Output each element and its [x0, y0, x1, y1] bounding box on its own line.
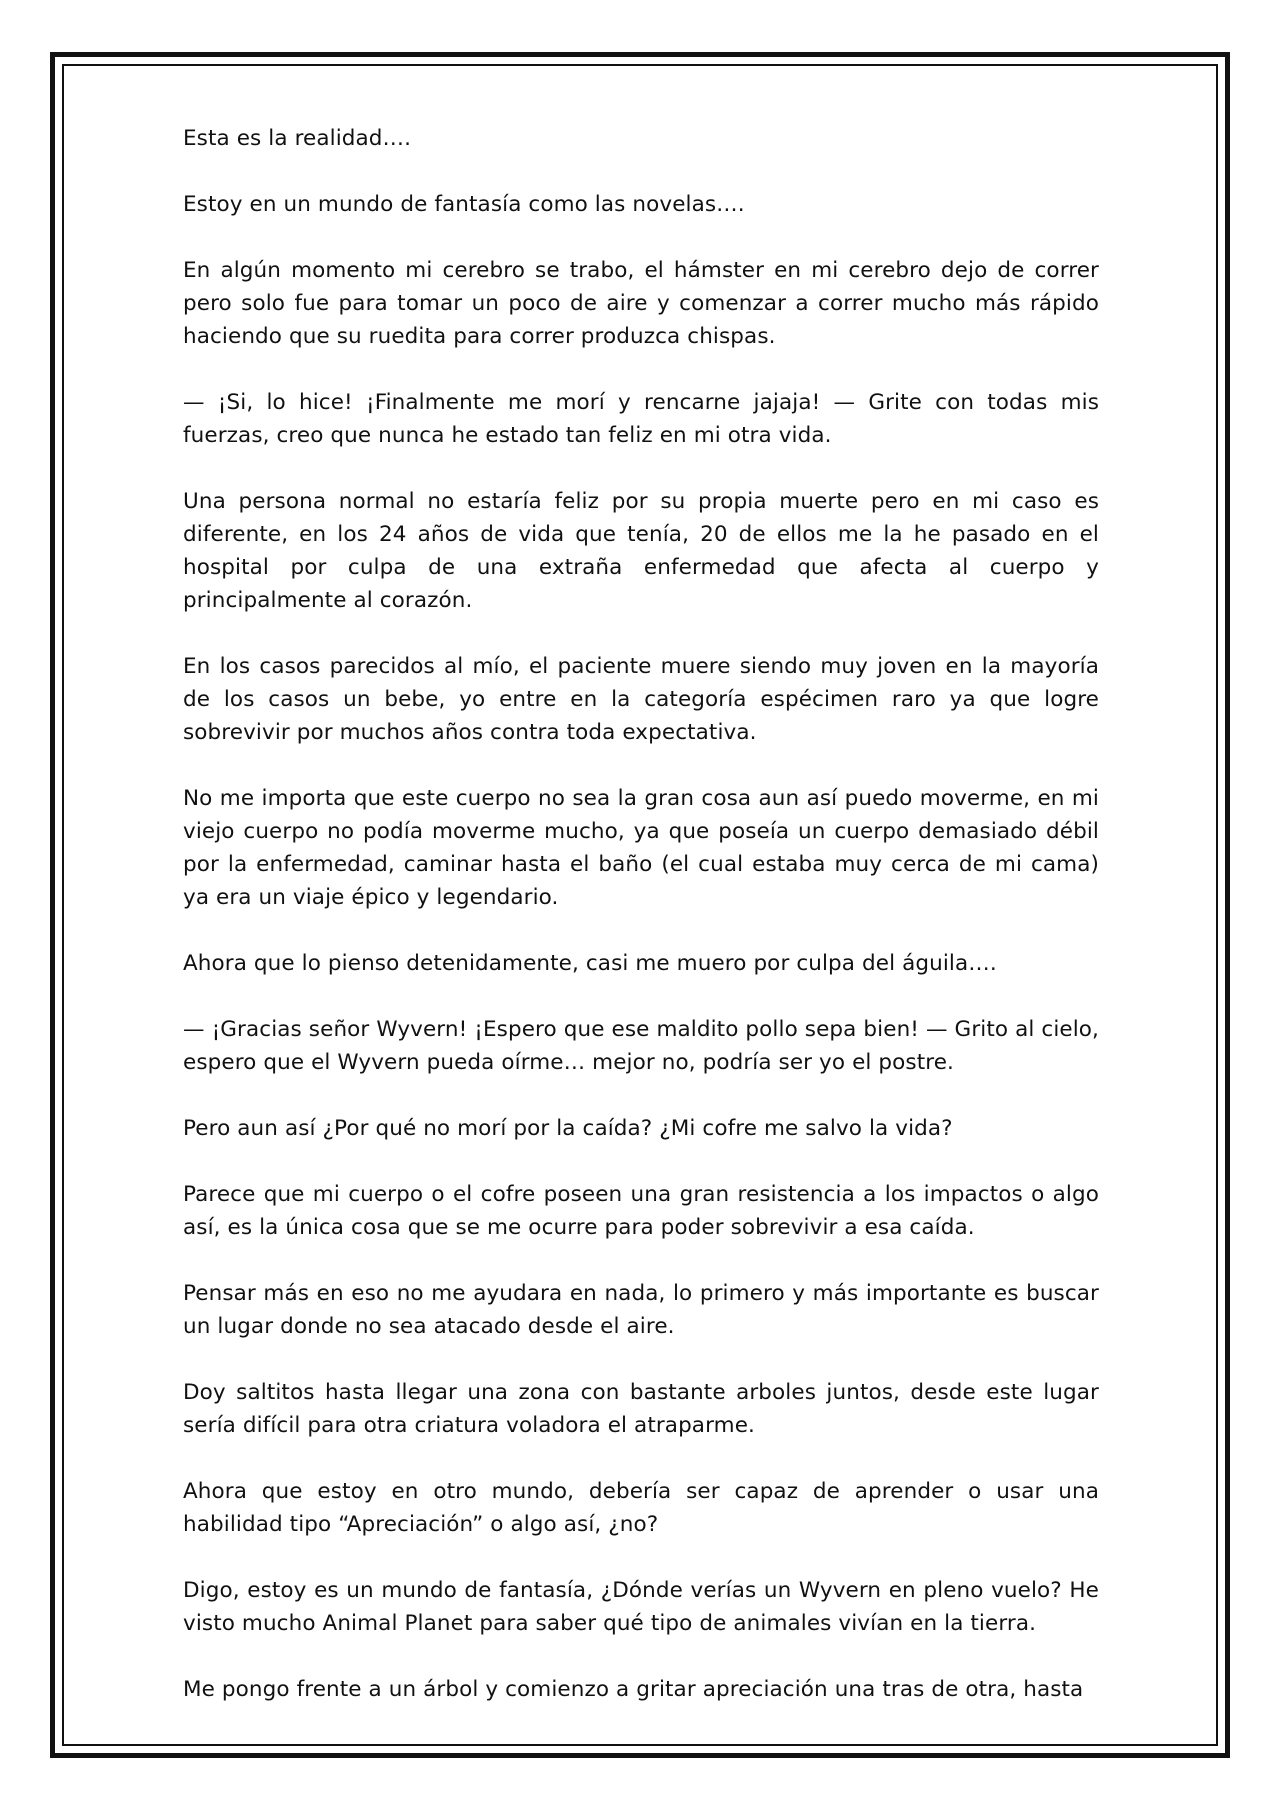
paragraph-16: Me pongo frente a un árbol y comienzo a gritar apreciación una tras de otra, hasta	[183, 1677, 1084, 1702]
paragraph-5: Una persona normal no estaría feliz por su propia muerte pero en mi caso es diferente, en los 24 años de vida que tenía, 20 de ellos me la he pasado en el hospital por culpa de una extraña enfermedad que afecta al cuerpo y principalmente al corazón.	[183, 489, 1099, 613]
paragraph-14: Ahora que estoy en otro mundo, debería ser capaz de aprender o usar una habilidad tipo “Apreciación” o algo así, ¿no?	[183, 1479, 1099, 1537]
paragraph-7: No me importa que este cuerpo no sea la gran cosa aun así puedo moverme, en mi viejo cuerpo no podía moverme mucho, ya que poseía un cuerpo demasiado débil por la enfermedad, caminar hasta el baño (el cual estaba muy cerca de mi cama) ya era un viaje épico y legendario.	[183, 786, 1099, 910]
document-body	[183, 122, 1099, 1706]
paragraph-10: Pero aun así ¿Por qué no morí por la caída? ¿Mi cofre me salvo la vida?	[183, 1116, 953, 1141]
paragraph-13: Doy saltitos hasta llegar una zona con bastante arboles juntos, desde este lugar sería difícil para otra criatura voladora el atraparme.	[183, 1380, 1099, 1438]
paragraph-6: En los casos parecidos al mío, el paciente muere siendo muy joven en la mayoría de los casos un bebe, yo entre en la categoría espécimen raro ya que logre sobrevivir por muchos años contra toda expectativa.	[183, 654, 1099, 745]
paragraph-9: — ¡Gracias señor Wyvern! ¡Espero que ese maldito pollo sepa bien! — Grito al cielo, espero que el Wyvern pueda oírme… mejor no, podría ser yo el postre.	[183, 1017, 1099, 1075]
paragraph-3: En algún momento mi cerebro se trabo, el hámster en mi cerebro dejo de correr pero solo fue para tomar un poco de aire y comenzar a correr mucho más rápido haciendo que su ruedita para correr produzca chispas.	[183, 258, 1099, 349]
paragraph-2: Estoy en un mundo de fantasía como las novelas….	[183, 192, 745, 217]
paragraph-15: Digo, estoy es un mundo de fantasía, ¿Dónde verías un Wyvern en pleno vuelo? He visto mucho Animal Planet para saber qué tipo de animales vivían en la tierra.	[183, 1578, 1099, 1636]
paragraph-12: Pensar más en eso no me ayudara en nada, lo primero y más importante es buscar un lugar donde no sea atacado desde el aire.	[183, 1281, 1099, 1339]
paragraph-1: Esta es la realidad….	[183, 126, 412, 151]
paragraph-11: Parece que mi cuerpo o el cofre poseen una gran resistencia a los impactos o algo así, es la única cosa que se me ocurre para poder sobrevivir a esa caída.	[183, 1182, 1099, 1240]
paragraph-4: — ¡Si, lo hice! ¡Finalmente me morí y rencarne jajaja! — Grite con todas mis fuerzas, creo que nunca he estado tan feliz en mi otra vida.	[183, 390, 1099, 448]
paragraph-8: Ahora que lo pienso detenidamente, casi me muero por culpa del águila….	[183, 951, 997, 976]
